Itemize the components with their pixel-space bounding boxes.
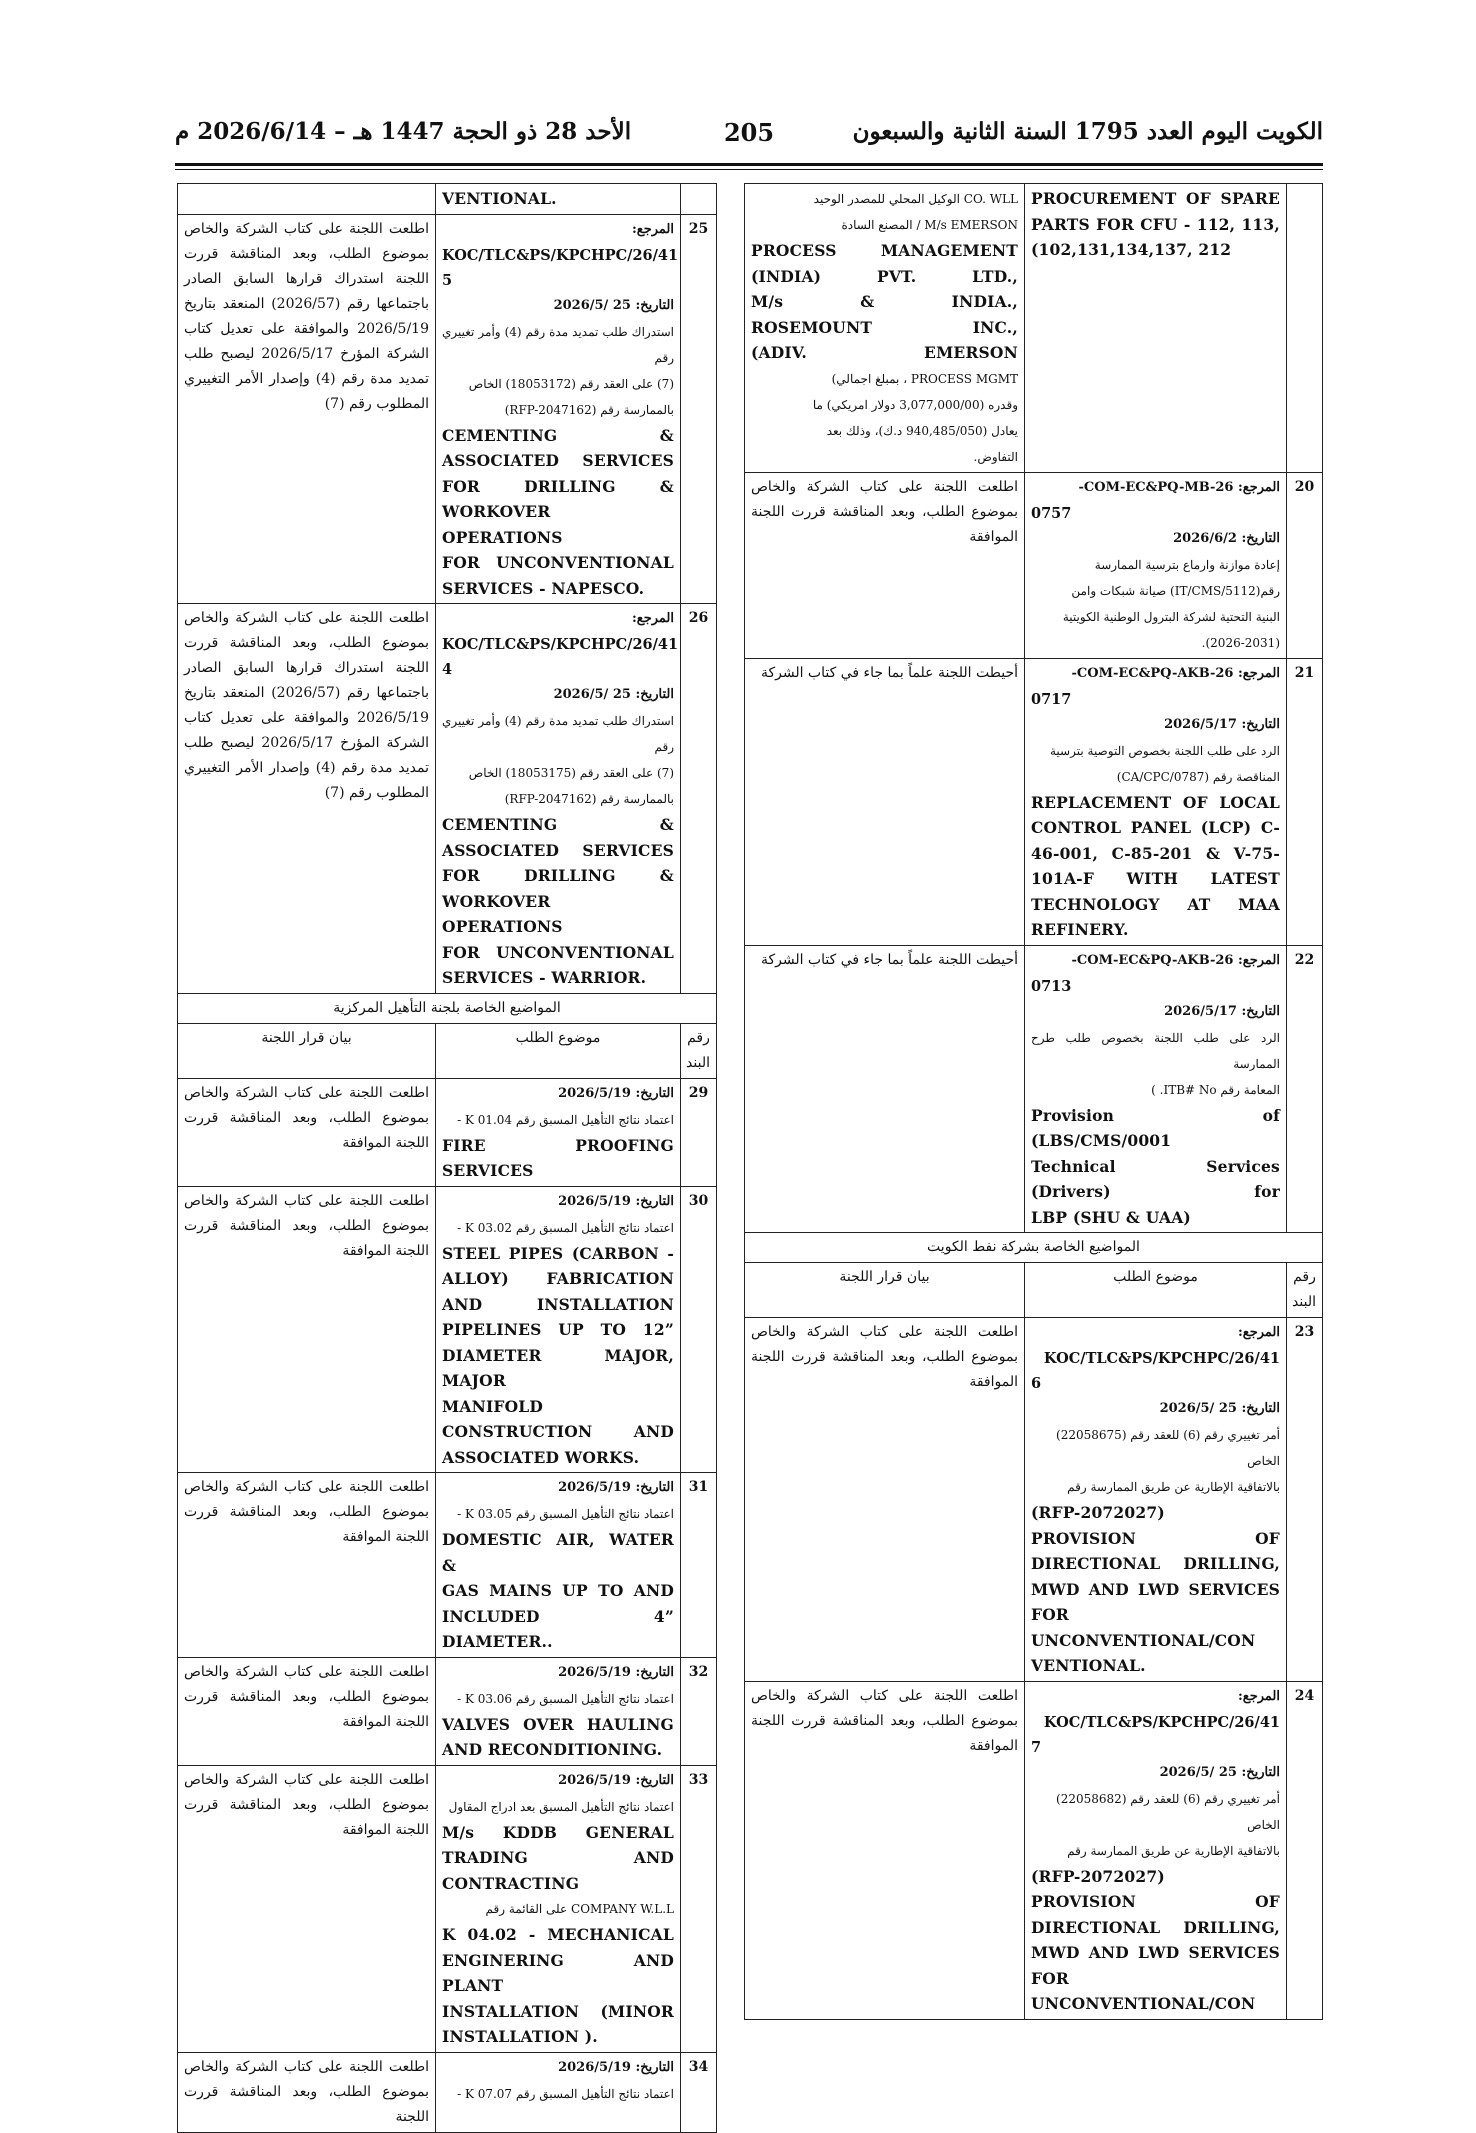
subject-line: التاريخ: 2026/5/19 xyxy=(558,1193,674,1209)
subject-line: ASSOCIATED SERVICES xyxy=(442,840,674,860)
subject-line: المرجع: xyxy=(631,221,674,237)
subject-line: PIPELINES UP TO 12” xyxy=(442,1320,674,1339)
reference-line: 0757 xyxy=(1031,504,1072,522)
item-decision: اطلعت اللجنة على كتاب الشركة والخاص بموضوع الطلب، وبعد المناقشة قررت اللجنة الموافقة xyxy=(745,1681,1025,2019)
item-number: 21 xyxy=(1287,658,1323,945)
subject-line: المرجع: COM-EC&PQ-AKB-26- xyxy=(1071,952,1280,968)
reference-line: 6 xyxy=(1031,1375,1042,1392)
column-header-row xyxy=(745,1263,1323,1318)
subject-line: التاريخ: 2026/5/19 xyxy=(558,2059,674,2075)
subject-line: التاريخ: 2026/5/19 xyxy=(558,1480,674,1495)
subject-text: PROCUREMENT OF SPARE PARTS FOR CFU - 112, 113, (102,131,134,137, 212 xyxy=(1031,189,1280,259)
item-decision: اطلعت اللجنة على كتاب الشركة والخاص بموضوع الطلب، وبعد المناقشة قررت اللجنة الموافقة xyxy=(178,1078,436,1186)
subject-line: SERVICES - WARRIOR. xyxy=(442,968,647,987)
subject-line: المرجع: xyxy=(1237,1688,1280,1704)
subject-line: K 04.02 - MECHANICAL xyxy=(442,1925,674,1944)
table-row xyxy=(745,472,1323,658)
subject-line: ASSOCIATED SERVICES xyxy=(442,451,674,470)
subject-line: TECHNOLOGY AT MAA xyxy=(1031,894,1280,914)
decision-line: التفاوض. xyxy=(973,449,1018,464)
table-row xyxy=(745,184,1323,473)
subject-line: MWD AND LWD SERVICES xyxy=(1031,1579,1280,1599)
item-subject xyxy=(436,1186,681,1473)
subject-line: INCLUDED 4” DIAMETER.. xyxy=(442,1606,674,1651)
subject-line: FOR DRILLING & xyxy=(442,476,674,496)
table-row xyxy=(745,658,1323,945)
item-subject xyxy=(436,1473,681,1658)
subject-line: التاريخ: 2026/5/17 xyxy=(1164,716,1280,732)
subject-line: المعامة رقم ITB# No. ) xyxy=(1151,1082,1280,1097)
subject-line: (7) على العقد رقم (18053172) الخاص xyxy=(468,376,674,391)
reference-line: KOC/TLC&PS/KPCHPC/26/41 xyxy=(1043,1713,1280,1731)
table-row xyxy=(178,214,717,604)
items-group xyxy=(178,214,717,993)
subject-line: اعتماد نتائج التأهيل المسبق رقم K 03.02 - xyxy=(457,1220,674,1235)
subject-line: SERVICES - NAPESCO. xyxy=(442,578,645,598)
subject-line: (7) على العقد رقم (18053175) الخاص xyxy=(468,766,674,780)
item-subject xyxy=(1025,658,1287,945)
subject-line: (2026-2031). xyxy=(1201,635,1280,650)
item-subject xyxy=(436,214,681,604)
item-number: 34 xyxy=(681,2052,717,2132)
subject-line: التاريخ: 2026/5/19 xyxy=(558,1085,674,1101)
subject-line: ASSOCIATED WORKS. xyxy=(442,1447,640,1467)
subject-line: ENGINERING AND PLANT xyxy=(442,1950,674,1995)
subject-line: UNCONVENTIONAL/CON xyxy=(1031,1630,1256,1650)
reference-line: 0717 xyxy=(1031,690,1072,708)
item-number: 26 xyxy=(681,604,717,994)
subject-line: CEMENTING & xyxy=(442,425,674,445)
subject-line: AND RECONDITIONING. xyxy=(442,1740,663,1759)
item-number: 22 xyxy=(1287,945,1323,1233)
page-number: 205 xyxy=(723,118,775,147)
issue-date: الأحد 28 ذو الحجة 1447 هـ – 2026/6/14 م xyxy=(175,118,632,145)
subject-line: المرجع: COM-EC&PQ-MB-26- xyxy=(1078,479,1280,495)
items-table-right-top xyxy=(744,183,1323,2020)
subject-line: PROVISION OF xyxy=(1031,1528,1280,1548)
table-row xyxy=(745,1318,1323,1682)
subject-line: FOR UNCONVENTIONAL xyxy=(442,553,674,572)
subject-line: AND INSTALLATION xyxy=(442,1294,674,1314)
subject-line: المرجع: xyxy=(631,611,674,626)
subject-text: VENTIONAL. xyxy=(442,189,557,208)
table-row xyxy=(178,604,717,994)
subject-line: أمر تغييري رقم (6) للعقد رقم (22058675) xyxy=(1056,1428,1280,1442)
decision-line: CO. WLL الوكيل المحلي للمصدر الوحيد xyxy=(813,192,1018,206)
reference-line: 0713 xyxy=(1031,977,1072,995)
subject-line: بالممارسة رقم (RFP-2047162) xyxy=(504,792,674,806)
item-subject xyxy=(436,1657,681,1765)
items-group xyxy=(745,472,1323,1233)
reference-line: KOC/TLC&PS/KPCHPC/26/41 xyxy=(442,246,679,264)
item-subject xyxy=(436,1078,681,1186)
table-row xyxy=(178,1078,717,1186)
col-header-number: رقم البند xyxy=(681,1023,717,1078)
subject-line: MANIFOLD xyxy=(442,1396,544,1416)
item-number: 23 xyxy=(1287,1318,1323,1682)
item-number: 24 xyxy=(1287,1681,1323,2019)
subject-line: WORKOVER OPERATIONS xyxy=(442,502,563,547)
subject-line: VENTIONAL. xyxy=(1031,1656,1146,1675)
item-decision xyxy=(745,184,1025,473)
item-decision: اطلعت اللجنة على كتاب الشركة والخاص بموضوع الطلب، وبعد المناقشة قررت اللجنة xyxy=(178,2052,436,2132)
subject-line: اعتماد نتائج التأهيل المسبق رقم K 03.06 - xyxy=(457,1691,674,1706)
col-header-number: رقم البند xyxy=(1287,1263,1323,1318)
item-decision: أحيطت اللجنة علماً بما جاء في كتاب الشركة xyxy=(745,658,1025,945)
item-number xyxy=(1287,184,1323,473)
subject-line: رقم(IT/CMS/5112) صيانة شبكات وامن xyxy=(1071,583,1280,598)
right-column xyxy=(745,183,1323,2020)
subject-line: DIAMETER MAJOR, MAJOR xyxy=(442,1345,674,1390)
subject-line: LBP (SHU & UAA) xyxy=(1031,1207,1191,1227)
subject-line: UNCONVENTIONAL/CON xyxy=(1031,1994,1256,2013)
decision-line: يعادل (940,485/050 د.ك)، وذلك بعد xyxy=(826,423,1018,438)
subject-line: التاريخ: 25 /2026/5 xyxy=(553,687,674,702)
item-decision: اطلعت اللجنة على كتاب الشركة والخاص بموضوع الطلب، وبعد المناقشة قررت اللجنة الموافقة xyxy=(178,1765,436,2052)
subject-line: GAS MAINS UP TO AND xyxy=(442,1581,674,1600)
reference-line: KOC/TLC&PS/KPCHPC/26/41 xyxy=(442,636,679,653)
subject-line: التاريخ: 25 /2026/5 xyxy=(1159,1764,1280,1780)
section-title: المواضيع الخاصة بلجنة التأهيل المركزية xyxy=(178,993,717,1023)
item-decision: أحيطت اللجنة علماً بما جاء في كتاب الشركة xyxy=(745,945,1025,1233)
subject-line: CONTRACTING xyxy=(442,1873,580,1893)
item-subject xyxy=(436,2052,681,2132)
subject-line: أمر تغييري رقم (6) للعقد رقم (22058682) xyxy=(1056,1791,1280,1806)
subject-line: استدراك طلب تمديد مدة رقم (4) وأمر تغييري رقم xyxy=(442,324,675,365)
subject-line: FOR DRILLING & xyxy=(442,866,674,885)
subject-line: 101A-F WITH LATEST xyxy=(1031,869,1280,888)
decision-lines xyxy=(751,186,1018,470)
subject-line: الرد على طلب اللجنة بخصوص التوصية بترسية xyxy=(1050,743,1280,758)
item-decision: اطلعت اللجنة على كتاب الشركة والخاص بموضوع الطلب، وبعد المناقشة قررت اللجنة استدراك قرارها السابق الصادر باجتماعها رقم (2026/57) المنعقد بتاريخ 2026/5/19 والموافقة على تعديل كتاب الشركة المؤرخ 2026/5/17 ليصبح طلب تمديد مدة رقم (4) وإصدار الأمر التغييري المطلوب رقم (7) xyxy=(178,214,436,604)
item-subject xyxy=(1025,945,1287,1233)
section-title-row xyxy=(178,993,717,1023)
subject-line: 46-001, C-85-201 & V-75- xyxy=(1031,843,1280,863)
subject-line: DIRECTIONAL DRILLING, xyxy=(1031,1917,1280,1937)
decision-line: (ADIV. EMERSON xyxy=(751,343,1018,362)
subject-line: Provision of (LBS/CMS/0001 xyxy=(1031,1105,1280,1150)
subject-line: المناقصة رقم (CA/CPC/0787) xyxy=(1116,769,1280,784)
subject-line: COMPANY W.L.L على القائمة رقم xyxy=(485,1902,674,1916)
item-decision: اطلعت اللجنة على كتاب الشركة والخاص بموضوع الطلب، وبعد المناقشة قررت اللجنة الموافقة xyxy=(178,1657,436,1765)
item-number: 25 xyxy=(681,214,717,604)
table-row xyxy=(178,1657,717,1765)
subject-line: اعتماد نتائج التأهيل المسبق رقم K 07.07 - xyxy=(457,2086,674,2101)
item-decision: اطلعت اللجنة على كتاب الشركة والخاص بموضوع الطلب، وبعد المناقشة قررت اللجنة الموافقة xyxy=(178,1186,436,1473)
subject-line: الرد على طلب اللجنة بخصوص طلب طرح الممارسة xyxy=(1031,1030,1280,1071)
item-number: 29 xyxy=(681,1078,717,1186)
item-decision: اطلعت اللجنة على كتاب الشركة والخاص بموضوع الطلب، وبعد المناقشة قررت اللجنة الموافقة xyxy=(745,472,1025,658)
subject-line: التاريخ: 2026/5/19 xyxy=(558,1772,674,1788)
decision-line: (INDIA) PVT. LTD., xyxy=(751,266,1018,286)
subject-line: DOMESTIC AIR, WATER & xyxy=(442,1530,674,1575)
col-header-decision: بيان قرار اللجنة xyxy=(745,1263,1025,1318)
subject-line: CEMENTING & xyxy=(442,815,674,834)
subject-line: اعتماد نتائج التأهيل المسبق بعد ادراج المقاول xyxy=(448,1799,674,1814)
subject-line: DIRECTIONAL DRILLING, xyxy=(1031,1554,1280,1573)
subject-line: المرجع: xyxy=(1237,1325,1280,1340)
subject-line: PROVISION OF xyxy=(1031,1892,1280,1911)
decision-line: PROCESS MANAGEMENT xyxy=(751,241,1018,260)
subject-line: FOR xyxy=(1031,1605,1069,1624)
table-row xyxy=(178,2052,717,2132)
item-number xyxy=(681,184,717,215)
subject-line: STEEL PIPES (CARBON - xyxy=(442,1243,674,1263)
reference-line: KOC/TLC&PS/KPCHPC/26/41 xyxy=(1043,1350,1280,1367)
item-number: 33 xyxy=(681,1765,717,2052)
subject-line: INSTALLATION ). xyxy=(442,2027,598,2046)
items-table-left xyxy=(177,183,717,2133)
subject-line: INSTALLATION (MINOR xyxy=(442,2001,674,2021)
col-header-subject: موضوع الطلب xyxy=(1025,1263,1287,1318)
subject-line: ALLOY) FABRICATION xyxy=(442,1269,674,1288)
subject-line: إعادة موازنة وارماع بترسية الممارسة xyxy=(1094,557,1280,572)
subject-line: WORKOVER OPERATIONS xyxy=(442,891,563,936)
column-header-row xyxy=(178,1023,717,1078)
subject-line: FOR UNCONVENTIONAL xyxy=(442,942,674,962)
decision-line: M/s EMERSON / المصنع السادة xyxy=(841,218,1018,232)
table-row xyxy=(745,945,1323,1233)
subject-line: TRADING AND xyxy=(442,1848,674,1867)
item-decision: اطلعت اللجنة على كتاب الشركة والخاص بموضوع الطلب، وبعد المناقشة قررت اللجنة الموافقة xyxy=(178,1473,436,1658)
header-rule xyxy=(175,163,1323,166)
item-decision: اطلعت اللجنة على كتاب الشركة والخاص بموضوع الطلب، وبعد المناقشة قررت اللجنة الموافقة xyxy=(745,1318,1025,1682)
subject-line: FIRE PROOFING SERVICES xyxy=(442,1135,674,1180)
col-header-subject: موضوع الطلب xyxy=(436,1023,681,1078)
decision-line: وقدره (3,077,000/00 دولار امريكي) ما xyxy=(812,397,1018,412)
subject-line: بالاتفاقية الإطارية عن طريق الممارسة رقم xyxy=(1067,1843,1280,1858)
subject-line: Technical Services (Drivers) for xyxy=(1031,1156,1280,1201)
subject-line: CONTROL PANEL (LCP) C- xyxy=(1031,818,1280,837)
subject-line: اعتماد نتائج التأهيل المسبق رقم K 01.04 - xyxy=(457,1112,674,1127)
subject-line: MWD AND LWD SERVICES xyxy=(1031,1943,1280,1962)
table-row xyxy=(178,184,717,215)
subject-line: الخاص xyxy=(1247,1817,1280,1832)
item-number: 31 xyxy=(681,1473,717,1658)
items-group xyxy=(178,1078,717,2132)
item-subject xyxy=(436,604,681,994)
subject-line: REFINERY. xyxy=(1031,920,1129,939)
subject-line: المرجع: COM-EC&PQ-AKB-26- xyxy=(1071,665,1280,681)
subject-line: التاريخ: 25 /2026/5 xyxy=(553,297,674,313)
item-decision xyxy=(178,184,436,215)
subject-line: التاريخ: 2026/5/19 xyxy=(558,1664,674,1680)
subject-line: CONSTRUCTION AND xyxy=(442,1422,674,1441)
subject-line: (RFP-2072027) xyxy=(1031,1866,1165,1886)
table-row xyxy=(178,1186,717,1473)
table-row xyxy=(745,1681,1323,2019)
reference-line: 4 xyxy=(442,661,453,678)
subject-line: التاريخ: 25 /2026/5 xyxy=(1159,1401,1280,1416)
item-subject xyxy=(436,1765,681,2052)
subject-line: التاريخ: 2026/6/2 xyxy=(1173,530,1280,546)
subject-line: اعتماد نتائج التأهيل المسبق رقم K 03.05 - xyxy=(457,1507,674,1521)
reference-line: 5 xyxy=(442,271,453,289)
subject-line: التاريخ: 2026/5/17 xyxy=(1164,1003,1280,1019)
item-subject xyxy=(1025,1318,1287,1682)
item-subject xyxy=(1025,184,1287,473)
item-number: 20 xyxy=(1287,472,1323,658)
decision-line: M/s & INDIA., xyxy=(751,292,1018,311)
header-rule-thin xyxy=(175,169,1323,170)
left-column xyxy=(178,183,717,2133)
subject-line: استدراك طلب تمديد مدة رقم (4) وأمر تغييري رقم xyxy=(442,714,675,754)
item-subject xyxy=(436,184,681,215)
subject-line: الخاص xyxy=(1247,1454,1280,1468)
subject-line: بالاتفاقية الإطارية عن طريق الممارسة رقم xyxy=(1067,1480,1280,1494)
gazette-issue-title: الكويت اليوم العدد 1795 السنة الثانية والسبعون xyxy=(852,118,1323,145)
subject-line: FOR xyxy=(1031,1968,1069,1988)
subject-line: M/s KDDB GENERAL xyxy=(442,1822,674,1842)
decision-line: ROSEMOUNT INC., xyxy=(751,317,1018,337)
section-title-row xyxy=(745,1233,1323,1263)
subject-line: البنية التحتية لشركة البترول الوطنية الكويتية xyxy=(1062,609,1280,624)
item-number: 32 xyxy=(681,1657,717,1765)
section-title: المواضيع الخاصة بشركة نفط الكويت xyxy=(745,1233,1323,1263)
item-decision: اطلعت اللجنة على كتاب الشركة والخاص بموضوع الطلب، وبعد المناقشة قررت اللجنة استدراك قرارها السابق الصادر باجتماعها رقم (2026/57) المنعقد بتاريخ 2026/5/19 والموافقة على تعديل كتاب الشركة المؤرخ 2026/5/17 ليصبح طلب تمديد مدة رقم (4) وإصدار الأمر التغييري المطلوب رقم (7) xyxy=(178,604,436,994)
subject-line: بالممارسة رقم (RFP-2047162) xyxy=(504,402,674,417)
item-subject xyxy=(1025,1681,1287,2019)
decision-line: PROCESS MGMT ، بمبلغ اجمالي) xyxy=(831,371,1018,386)
subject-line: VALVES OVER HAULING xyxy=(442,1714,674,1734)
items-group xyxy=(745,1318,1323,2020)
page-header xyxy=(175,118,1323,160)
item-subject xyxy=(1025,472,1287,658)
subject-line: (RFP-2072027) xyxy=(1031,1503,1165,1522)
item-number: 30 xyxy=(681,1186,717,1473)
table-row xyxy=(178,1473,717,1658)
reference-line: 7 xyxy=(1031,1738,1042,1756)
subject-line: REPLACEMENT OF LOCAL xyxy=(1031,792,1280,812)
table-row xyxy=(178,1765,717,2052)
col-header-decision: بيان قرار اللجنة xyxy=(178,1023,436,1078)
